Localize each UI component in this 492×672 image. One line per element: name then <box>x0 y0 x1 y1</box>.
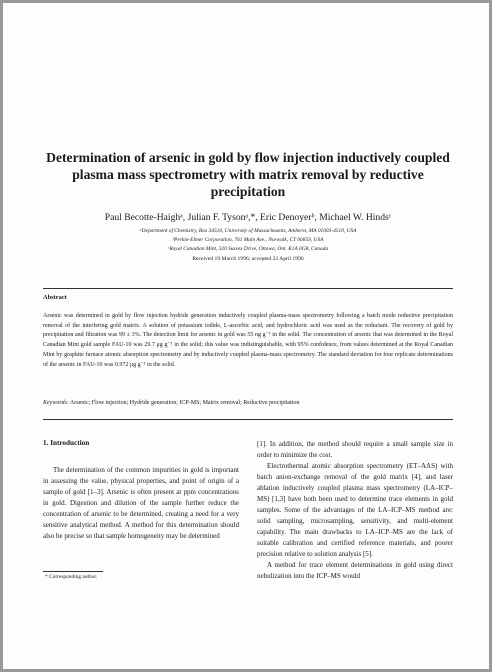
intro-paragraph-2: Electrothermal atomic absorption spectrometry (ET–AAS) with batch anion-exchange removal of the gold matrix [4], and laser ablation inductively coupled plasma mass spectrometry (LA–ICP–MS) [1,3] have both been used to determine trace elements in gold samples. Some of the advantages of the LA–ICP–MS method are: solid sampling, microsampling, sensitivity, and multi-element capability. The main drawbacks to LA–ICP–MS are the lack of suitable calibration and certified reference materials, and poorer precision relative to solution analysis [5]. <box>257 462 453 558</box>
keywords-line <box>43 399 453 408</box>
affiliation-c: ᶜRoyal Canadian Mint, 320 Sussex Drive, Ottawa, Ont. K1A 0G8, Canada <box>167 246 329 252</box>
body-column-left <box>43 465 239 542</box>
affiliations <box>23 227 473 254</box>
keywords-label: Keywords: <box>43 400 69 406</box>
keywords-list: Arsenic; Flow injection; Hydride generation; ICP-MS; Matrix removal; Reductive precipitation <box>69 400 300 406</box>
abstract-text: Arsenic was determined in gold by flow injection hydride generation inductively coupled plasma-mass spectrometry following a batch mode reductive precipitation removal of the interfering gold matrix. A solution of potassium iodide, L-ascorbic acid, and hydrochloric acid was used as the reductant. The recovery of gold by precipitation and filtration was 99 ± 3%. The detection limit for arsenic in gold was 55 ng g⁻¹ in the solid. The concentration of arsenic that was determined in the Royal Canadian Mint gold sample FAU-10 was 29.7 μg g⁻¹ in the solid; this value was indistinguishable, with 95% confidence, from values determined at the Royal Canadian Mint by graphite furnace atomic absorption spectrometry and by inductively coupled plasma-mass spectrometry. The standard deviation for four replicate determinations of the arsenic in FAU-10 was 0.972 μg g⁻¹ in the solid. <box>43 313 453 368</box>
intro-paragraph-continued: [1]. In addition, the method should require a small sample size in order to minimize the cost. <box>257 440 453 459</box>
author-list: Paul Becotte-Haighᵃ, Julian F. Tysonᵃ,*, Eric Denoyerᵇ, Michael W. Hindsᶜ <box>104 212 392 223</box>
affiliation-b: ᵇPerkin-Elmer Corporation, 761 Main Ave., Norwalk, CT 06859, USA <box>172 237 324 243</box>
divider-top <box>43 288 453 289</box>
affiliation-a: ᵃDepartment of Chemistry, Box 34510, University of Massachusetts, Amherst, MA 01003-4510, USA <box>139 228 357 234</box>
abstract-heading: Abstract <box>43 294 67 301</box>
section-heading-introduction: 1. Introduction <box>43 439 90 447</box>
divider-bottom <box>43 419 453 420</box>
article-title: Determination of arsenic in gold by flow injection inductively coupled plasma mass spectrometry with matrix removal by reductive precipitation <box>46 150 450 199</box>
received-dates: Received 19 March 1996; accepted 22 April 1996 <box>192 256 304 262</box>
intro-paragraph-3: A method for trace element determinations in gold using direct nebulization into the ICP–MS would <box>257 561 453 580</box>
corresponding-author-footnote: * Corresponding author. <box>45 574 98 580</box>
footnote-rule <box>43 571 103 572</box>
body-column-right <box>257 439 453 582</box>
intro-paragraph-1: The determination of the common impurities in gold is important in assessing the value, physical properties, and point of origin of a sample of gold [1–3]. Arsenic is often present at ppm concentrations in gold. Digestion and dilution of the sample further reduce the concentration of arsenic to be determined, creating a need for a very sensitive analytical method. A method for this determination should also be precise so that sample homogeneity may be determined <box>43 466 239 540</box>
paper-page <box>3 3 489 669</box>
